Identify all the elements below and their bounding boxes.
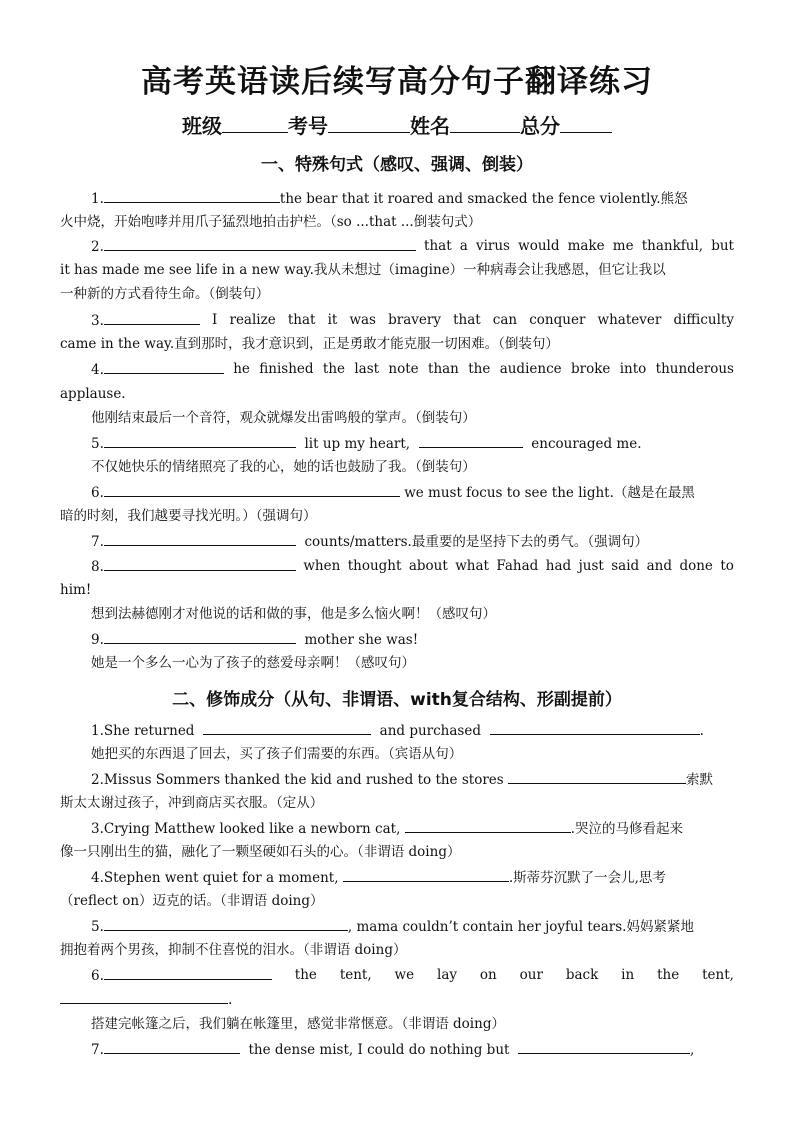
word: thought xyxy=(347,558,402,574)
word: back xyxy=(565,967,599,983)
word: virus xyxy=(475,238,510,254)
word: a xyxy=(459,238,468,254)
question-number-with-blank xyxy=(91,236,416,256)
word: tent, xyxy=(339,967,372,983)
section-1-heading: 一、特殊句式（感叹、强调、倒装） xyxy=(261,155,533,175)
word: lay xyxy=(437,967,457,983)
question-text: . xyxy=(228,992,233,1008)
question-number: 9. xyxy=(91,632,104,648)
question-text: （越是在最黑 xyxy=(613,485,695,501)
question-text: encouraged me. xyxy=(531,436,642,452)
s1-q9-line2: 她是一个多么一心为了孩子的慈爱母亲啊！（感叹句） xyxy=(91,655,415,671)
s2-q1-line2: 她把买的东西退了回去，买了孩子们需要的东西。（宾语从句） xyxy=(91,746,463,762)
answer-blank[interactable] xyxy=(104,433,296,448)
word: what xyxy=(455,558,489,574)
question-text: . xyxy=(699,723,704,739)
s1-q6-line1 xyxy=(91,482,734,502)
s1-q2-line1 xyxy=(91,236,734,256)
word: our xyxy=(519,967,543,983)
s1-q3-line1 xyxy=(91,310,734,330)
word: would xyxy=(518,238,560,254)
s1-q1-line1 xyxy=(91,188,734,208)
s2-q6-line3: 搭建完帐篷之后，我们躺在帐篷里，感觉非常惬意。（非谓语 doing） xyxy=(91,1016,505,1032)
question-text: , xyxy=(690,1042,695,1058)
s1-q7-line1 xyxy=(91,531,734,551)
word: on xyxy=(479,967,497,983)
s1-q3-line2 xyxy=(60,334,734,354)
word: we xyxy=(394,967,415,983)
word: to xyxy=(720,558,734,574)
name-label: 姓名 xyxy=(410,114,450,138)
word: but xyxy=(711,238,734,254)
s1-q8-line3: 想到法赫德刚才对他说的话和做的事，他是多么恼火啊！（感叹句） xyxy=(91,606,496,622)
question-text: it has made me see life in a new way. xyxy=(60,262,314,278)
question-text: 熊怒 xyxy=(660,191,688,207)
word: than xyxy=(428,361,459,377)
question-text: 索默 xyxy=(686,772,713,788)
answer-blank[interactable] xyxy=(60,989,228,1004)
s1-q6-line2: 暗的时刻，我们越要寻找光明。）（强调句） xyxy=(60,508,317,524)
answer-blank[interactable] xyxy=(104,629,296,644)
question-text: counts/matters. xyxy=(304,534,412,550)
word: last xyxy=(354,361,380,377)
word: the xyxy=(294,967,317,983)
answer-blank[interactable] xyxy=(104,188,280,203)
word: and xyxy=(646,558,673,574)
question-text: we must focus to see the light. xyxy=(404,485,614,501)
question-number: 8. xyxy=(91,559,104,575)
word: Fahad xyxy=(496,558,539,574)
s2-q3-line2: 像一只刚出生的猫，融化了一颗坚硬如石头的心。（非谓语 doing） xyxy=(60,844,461,860)
word: done xyxy=(679,558,713,574)
s2-q6-line2 xyxy=(60,989,734,1009)
word: that xyxy=(287,312,316,328)
answer-blank[interactable] xyxy=(104,1039,240,1054)
word: it xyxy=(327,312,338,328)
class-label: 班级 xyxy=(182,114,222,138)
question-number: 7. xyxy=(91,534,104,550)
question-text: 2.Missus Sommers thanked the kid and rushed to the stores xyxy=(91,772,504,788)
answer-blank[interactable] xyxy=(104,310,200,325)
s1-q4-line3: 他刚结束最后一个音符，观众就爆发出雷鸣般的掌声。（倒装句） xyxy=(91,410,476,426)
answer-blank[interactable] xyxy=(518,1039,690,1054)
s1-q5-line1 xyxy=(91,433,734,453)
question-text: 1.She returned xyxy=(91,723,195,739)
answer-blank[interactable] xyxy=(104,916,348,931)
word: the xyxy=(657,967,680,983)
word: that xyxy=(453,312,481,328)
word: audience xyxy=(499,361,562,377)
word: conquer xyxy=(529,312,586,328)
question-number: 2. xyxy=(91,239,104,255)
question-number: 3. xyxy=(91,313,104,329)
question-text: 4.Stephen went quiet for a moment, xyxy=(91,870,339,886)
word: make xyxy=(567,238,605,254)
answer-blank[interactable] xyxy=(104,359,224,374)
word: note xyxy=(388,361,419,377)
word: when xyxy=(303,558,341,574)
answer-blank[interactable] xyxy=(104,236,416,251)
word: was xyxy=(349,312,376,328)
question-text: , mama couldn’t contain her joyful tears. xyxy=(347,919,627,935)
s2-q5-line2: 拥抱着两个男孩，抑制不住喜悦的泪水。（非谓语 doing） xyxy=(60,942,407,958)
word: he xyxy=(233,361,250,377)
question-text: 直到那时，我才意识到，正是勇敢才能克服一切困难。（倒装句） xyxy=(174,336,559,352)
answer-blank[interactable] xyxy=(490,720,700,735)
word: whatever xyxy=(597,312,662,328)
s2-q4-line2: （reflect on）迈克的话。（非谓语 doing） xyxy=(60,893,324,909)
word: in xyxy=(621,967,635,983)
word: said xyxy=(611,558,640,574)
question-number: 7. xyxy=(91,1042,104,1058)
s2-q2-line1 xyxy=(91,769,734,789)
word: thankful, xyxy=(641,238,704,254)
name-blank[interactable] xyxy=(450,131,520,133)
student-info-row xyxy=(0,110,794,139)
word: had xyxy=(545,558,572,574)
question-text: and purchased xyxy=(379,723,481,739)
s2-q6-line1 xyxy=(91,965,734,985)
word: difficulty xyxy=(673,312,734,328)
question-number-with-blank xyxy=(91,965,272,985)
word: about xyxy=(408,558,448,574)
answer-blank[interactable] xyxy=(104,482,400,497)
question-number: 6. xyxy=(91,968,104,984)
s2-q4-line1 xyxy=(91,867,734,887)
page-title: 高考英语读后续写高分句子翻译练习 xyxy=(141,64,653,100)
answer-blank[interactable] xyxy=(405,818,571,833)
s1-q8-line2: him! xyxy=(60,582,92,598)
answer-blank[interactable] xyxy=(203,720,371,735)
s2-q1-line1 xyxy=(91,720,734,740)
score-blank[interactable] xyxy=(560,131,612,133)
section-2-heading: 二、修饰成分（从句、非谓语、with复合结构、形副提前） xyxy=(172,690,622,710)
question-number: 4. xyxy=(91,362,104,378)
answer-blank[interactable] xyxy=(419,433,523,448)
exam-no-blank[interactable] xyxy=(328,131,410,133)
s1-q1-line2: 火中烧，开始咆哮并用爪子猛烈地拍击护栏。（so ...that ...倒装句式） xyxy=(60,214,482,230)
s2-q7-line1 xyxy=(91,1039,734,1059)
word: I xyxy=(212,312,218,328)
s1-q2-line3: 一种新的方式看待生命。（倒装句） xyxy=(60,286,270,302)
word: into xyxy=(619,361,647,377)
s1-q8-line1 xyxy=(91,556,734,576)
s1-q5-line2: 不仅她快乐的情绪照亮了我的心，她的话也鼓励了我。（倒装句） xyxy=(91,459,476,475)
question-number: 5. xyxy=(91,919,104,935)
word: the xyxy=(468,361,491,377)
question-text: came in the way. xyxy=(60,336,175,352)
word: just xyxy=(578,558,604,574)
answer-blank[interactable] xyxy=(343,867,509,882)
word: tent, xyxy=(702,967,734,983)
answer-blank[interactable] xyxy=(104,965,272,980)
question-number: 6. xyxy=(91,485,104,501)
s1-q2-line2 xyxy=(60,260,734,280)
exam-no-label: 考号 xyxy=(288,114,328,138)
question-text: 3.Crying Matthew looked like a newborn cat, xyxy=(91,821,401,837)
word: finished xyxy=(259,361,314,377)
word: realize xyxy=(229,312,276,328)
question-number: 5. xyxy=(91,436,104,452)
s2-q3-line1 xyxy=(91,818,734,838)
question-text: 最重要的是坚持下去的勇气。（强调句） xyxy=(411,534,649,550)
question-text: mother she was! xyxy=(304,632,419,648)
answer-blank[interactable] xyxy=(104,531,296,546)
answer-blank[interactable] xyxy=(104,556,296,571)
question-text: .斯蒂芬沉默了一会儿,思考 xyxy=(508,870,666,886)
class-blank[interactable] xyxy=(222,131,288,133)
question-text: the bear that it roared and smacked the fence violently. xyxy=(279,191,661,207)
word: bravery xyxy=(388,312,441,328)
question-text: lit up my heart, xyxy=(304,436,411,452)
word: can xyxy=(492,312,518,328)
word: thunderous xyxy=(655,361,734,377)
s2-q2-line2: 斯太太谢过孩子，冲到商店买衣服。（定从） xyxy=(60,795,324,811)
question-text: .哭泣的马修看起来 xyxy=(570,821,683,837)
question-number-with-blank xyxy=(91,359,224,379)
word: that xyxy=(424,238,452,254)
question-number-with-blank xyxy=(91,556,296,576)
s1-q4-line1 xyxy=(91,359,734,379)
score-label: 总分 xyxy=(520,114,560,138)
word: the xyxy=(322,361,345,377)
question-text: 我从未想过（imagine）一种病毒会让我感恩，但它让我以 xyxy=(313,262,666,278)
s1-q9-line1 xyxy=(91,629,734,649)
question-text: the dense mist, I could do nothing but xyxy=(248,1042,510,1058)
s1-q4-line2: applause. xyxy=(60,386,126,402)
word: me xyxy=(612,238,634,254)
question-text: 妈妈紧紧地 xyxy=(626,919,694,935)
question-number: 1. xyxy=(91,191,104,207)
answer-blank[interactable] xyxy=(508,769,686,784)
word: broke xyxy=(570,361,611,377)
s2-q5-line1 xyxy=(91,916,734,936)
question-number-with-blank xyxy=(91,310,200,330)
